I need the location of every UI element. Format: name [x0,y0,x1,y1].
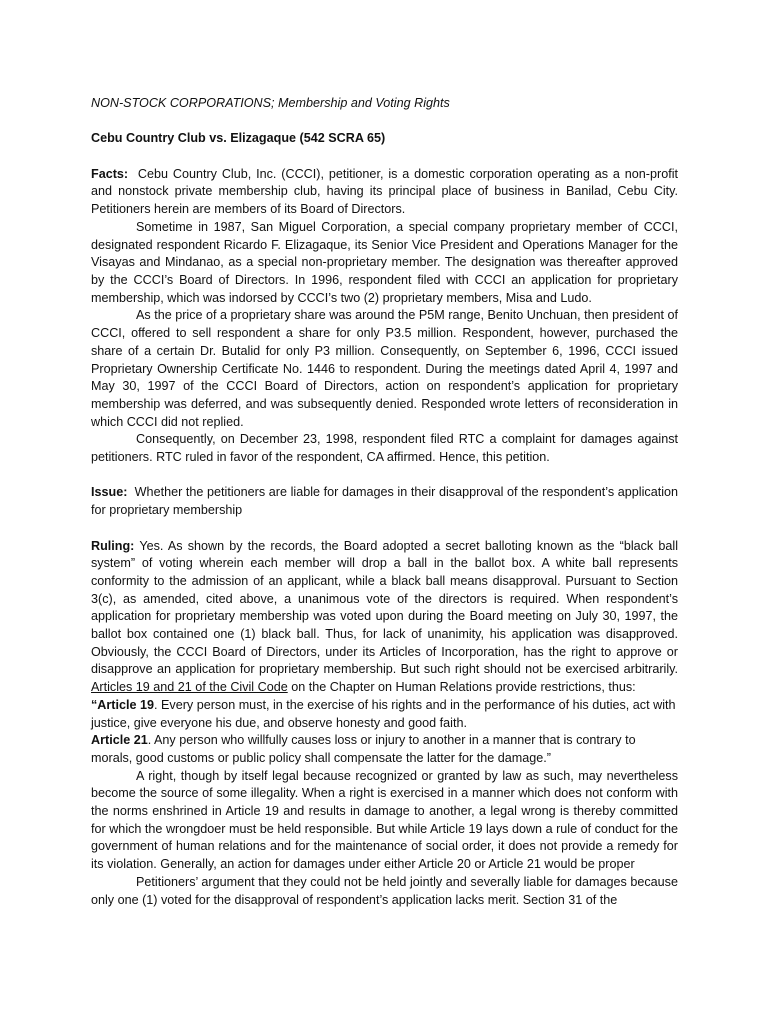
ruling-paragraph-1 [91,538,678,697]
document-body [91,95,678,909]
article-21-label: Article 21 [91,733,148,748]
ruling-paragraph-3: Petitioners’ argument that they could not be held jointly and severally liable for damages because only one (1) voted for the disapproval of respondent’s application lacks merit. Section 31 of the [91,874,678,907]
article-19-quote [91,697,678,732]
article-19-label: “Article 19 [91,697,154,712]
ruling-text-1: Yes. As shown by the records, the Board adopted a secret balloting known as the “black ball system” of voting wherein each member will drop a ball in the ballot box. A white ball represents conformity to the admission of an applicant, while a black ball means disapproval. Pursuant to Section 3(c), as amended, cited above, a unanimous vote of the directors is required. When respondent’s application for proprietary membership was voted upon during the Board meeting on July 30, 1997, the ballot box contained one (1) black ball. Thus, for lack of unanimity, his application was disapproved. Obviously, the CCCI Board of Directors, under its Articles of Incorporation, has the right to approve or disapprove an application for proprietary membership. But such right should not be exercised arbitrarily. [91,538,678,677]
civil-code-link[interactable]: Articles 19 and 21 of the Civil Code [91,680,288,695]
facts-label: Facts: [91,166,129,181]
ruling-label: Ruling: [91,538,135,553]
section-heading: NON-STOCK CORPORATIONS; Membership and Voting Rights [91,96,450,110]
facts-paragraph-1 [91,166,678,219]
facts-paragraph-3: As the price of a proprietary share was around the P5M range, Benito Unchuan, then president of CCCI, offered to sell respondent a share for only P3.5 million. Respondent, however, purchased the share of a certain Dr. Butalid for only P3 million. Consequently, on September 6, 1996, CCCI issued Proprietary Ownership Certificate No. 1446 to respondent. During the meetings dated April 4, 1997 and May 30, 1997 of the CCCI Board of Directors, action on respondent’s application for proprietary membership was deferred, and was subsequently denied. Responded wrote letters of reconsideration in which CCCI did not replied. [91,308,678,429]
facts-paragraph-4: Consequently, on December 23, 1998, respondent filed RTC a complaint for damages against petitioners. RTC ruled in favor of the respondent, CA affirmed. Hence, this petition. [91,432,678,465]
issue-text: Whether the petitioners are liable for damages in their disapproval of the respondent’s application for proprietary membership [91,485,679,518]
ruling-paragraph-2: A right, though by itself legal because recognized or granted by law as such, may nevertheless become the source of some illegality. When a right is exercised in a manner which does not conform with the norms enshrined in Article 19 and results in damage to another, a legal wrong is thereby committed for which the wrongdoer must be held responsible. But while Article 19 lays down a rule of conduct for the government of human relations and for the maintenance of social order, it does not provide a remedy for its violation. Generally, an action for damages under either Article 20 or Article 21 would be proper [91,768,678,872]
article-19-text: . Every person must, in the exercise of his rights and in the performance of his duties, act with justice, give everyone his due, and observe honesty and good faith. [91,697,676,730]
article-21-quote [91,732,678,767]
facts-text-1: Cebu Country Club, Inc. (CCCI), petitioner, is a domestic corporation operating as a non-profit and nonstock private membership club, having its principal place of business in Banilad, Cebu City. Petitioners herein are members of its Board of Directors. [91,166,678,217]
issue-paragraph [91,484,678,519]
ruling-text-1-tail: on the Chapter on Human Relations provide restrictions, thus: [291,680,636,695]
issue-label: Issue: [91,485,128,500]
case-title: Cebu Country Club vs. Elizagaque (542 SCRA 65) [91,131,386,146]
article-21-text: . Any person who willfully causes loss or injury to another in a manner that is contrary to morals, good customs or public policy shall compensate the latter for the damage.” [91,733,636,765]
facts-paragraph-2: Sometime in 1987, San Miguel Corporation, a special company proprietary member of CCCI, designated respondent Ricardo F. Elizagaque, its Senior Vice President and Operations Manager for the Visayas and Mindanao, as a special non-proprietary member. The designation was thereafter approved by the CCCI’s Board of Directors. In 1996, respondent filed with CCCI an application for proprietary membership, which was indorsed by CCCI’s two (2) proprietary members, Misa and Ludo. [91,219,678,305]
